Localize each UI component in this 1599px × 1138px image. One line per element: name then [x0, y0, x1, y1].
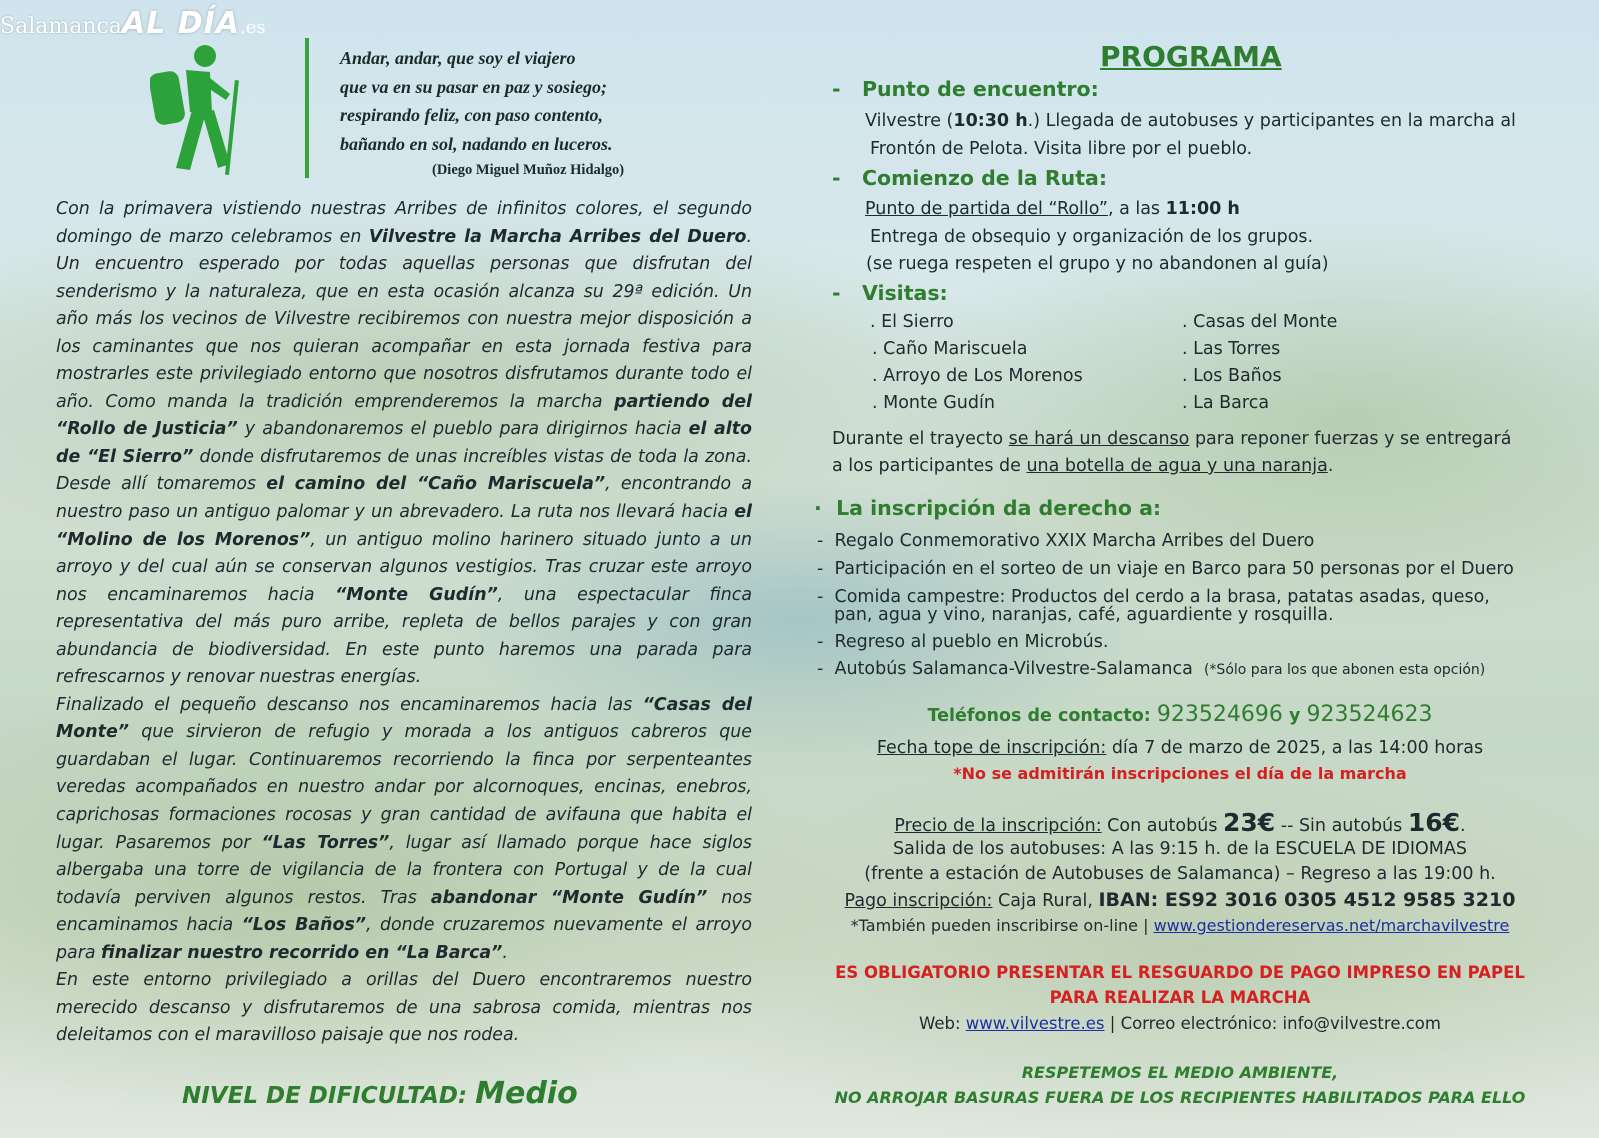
visita-item: . La Barca	[1182, 393, 1270, 413]
comienzo-line-2: Entrega de obsequio y organización de los grupos.	[870, 227, 1314, 247]
logo-aldia: AL DÍA	[121, 6, 240, 41]
visita-item: . Casas del Monte	[1182, 312, 1338, 332]
difficulty-level: NIVEL DE DIFICULTAD: Medio	[182, 1076, 578, 1111]
fecha-tope: Fecha tope de inscripción: día 7 de marzo de 2025, a las 14:00 horas	[876, 738, 1484, 758]
hiker-icon	[150, 42, 250, 177]
section-inscripcion: · La inscripción da derecho a:	[814, 496, 1162, 520]
programa-title: PROGRAMA	[1100, 40, 1282, 73]
comienzo-line-3: (se ruega respeten el grupo y no abandonen al guía)	[866, 254, 1329, 274]
trayecto-line-1: Durante el trayecto se hará un descanso para reponer fuerzas y se entregará	[832, 429, 1512, 449]
visita-item: . El Sierro	[870, 312, 954, 332]
salida-line-1: Salida de los autobuses: A las 9:15 h. de la ESCUELA DE IDIOMAS	[893, 839, 1467, 859]
route-description	[56, 196, 752, 1050]
inscripcion-item-cont: pan, agua y vino, naranjas, café, aguardiente y rosquilla.	[834, 605, 1334, 625]
visita-item: . Las Torres	[1182, 339, 1281, 359]
inscripcion-item: - Autobús Salamanca-Vilvestre-Salamanca (*Sólo para los que abonen esta opción)	[817, 659, 1486, 679]
inscripcion-item: - Participación en el sorteo de un viaje en Barco para 50 personas por el Duero	[817, 559, 1514, 579]
poem-line: Andar, andar, que soy el viajero	[340, 48, 576, 68]
respetemos-line-1: RESPETEMOS EL MEDIO AMBIENTE,	[1021, 1063, 1339, 1082]
encuentro-line-2: Frontón de Pelota. Visita libre por el pueblo.	[870, 139, 1253, 159]
visita-item: . Arroyo de Los Morenos	[872, 366, 1083, 386]
trayecto-line-2: a los participantes de una botella de agua y una naranja.	[832, 456, 1334, 476]
pago-inscripcion: Pago inscripción: Caja Rural, IBAN: ES92 3016 0305 4512 9585 3210	[844, 889, 1516, 911]
salida-line-2: (frente a estación de Autobuses de Salamanca) – Regreso a las 19:00 h.	[864, 864, 1496, 884]
online-line: *También pueden inscribirse on-line | www.gestiondereservas.net/marchavilvestre	[850, 916, 1510, 935]
poem-line: bañando en sol, nadando en luceros.	[340, 133, 613, 154]
inscripcion-item: - Regalo Conmemorativo XXIX Marcha Arribes del Duero	[817, 531, 1315, 551]
encuentro-line-1: Vilvestre (10:30 h.) Llegada de autobuses y participantes en la marcha al	[865, 111, 1516, 131]
obligatorio-line-2: PARA REALIZAR LA MARCHA	[1049, 988, 1311, 1007]
logo-salamanca: Salamanca	[0, 14, 122, 39]
poem-divider	[305, 38, 309, 178]
paragraph: En este entorno privilegiado a orillas del Duero encontraremos nuestro merecido descanso y disfrutaremos de una sabrosa comida, mientras nos deleitamos con el maravilloso paisaje que nos rodea.	[56, 970, 752, 1046]
inscripcion-item: - Regreso al pueblo en Microbús.	[817, 632, 1109, 652]
web-link[interactable]: www.vilvestre.es	[965, 1014, 1105, 1033]
no-admit-notice: *No se admitirán inscripciones el día de la marcha	[953, 764, 1407, 783]
visita-item: . Monte Gudín	[872, 393, 995, 413]
visita-item: . Los Baños	[1182, 366, 1282, 386]
inscripcion-item: - Comida campestre: Productos del cerdo a la brasa, patatas asadas, queso,	[817, 587, 1490, 607]
obligatorio-line-1: ES OBLIGATORIO PRESENTAR EL RESGUARDO DE PAGO IMPRESO EN PAPEL	[835, 963, 1525, 982]
web-correo: Web: www.vilvestre.es | Correo electrónico: info@vilvestre.com	[919, 1014, 1441, 1033]
logo-es: .es	[240, 17, 266, 38]
comienzo-line-1: Punto de partida del “Rollo”, a las 11:00 h	[865, 199, 1240, 219]
section-visitas: - Visitas:	[832, 281, 948, 305]
poem-author: (Diego Miguel Muñoz Hidalgo)	[432, 162, 625, 178]
site-logo	[0, 6, 266, 41]
poem	[340, 44, 613, 158]
poem-line: respirando feliz, con paso contento,	[340, 105, 604, 125]
poem-line: que va en su pasar en paz y sosiego;	[340, 76, 608, 97]
paragraph: Con la primavera vistiendo nuestras Arribes de infinitos colores, el segundo domingo de marzo celebramos en Vilvestre la Marcha Arribes del Duero. Un encuentro esperado por todas aquellas personas que disfrutan del senderismo y la naturaleza, que en esta ocasión alcanza su 29ª edición. Un año más los vecinos de Vilvestre recibiremos con nuestra mejor disposición a los caminantes que nos quieran acompañar en esta jornada festiva para mostrarles este privilegiado entorno que nosotros disfrutamos durante todo el año. Como manda la tradición emprenderemos la marcha partiendo del “Rollo de Justicia” y abandonaremos el pueblo para dirigirnos hacia el alto de “El Sierro” donde disfrutaremos de unas increíbles vistas de toda la zona. Desde allí tomaremos el camino del “Caño Mariscuela”, encontrando a nuestro paso un antiguo palomar y un abrevadero. La ruta nos llevará hacia el “Molino de los Morenos”, un antiguo molino harinero situado junto a un arroyo y del cual aún se conservan algunos vestigios. Tras cruzar este arroyo nos encaminaremos hacia “Monte Gudín”, una espectacular finca representativa del más puro arribe, repleta de bellos parajes y con gran abundancia de biodiversidad. En este punto haremos una parada para refrescarnos y renovar nuestras energías.	[56, 199, 752, 688]
precio: Precio de la inscripción: Con autobús 23€ -- Sin autobús 16€.	[894, 808, 1466, 837]
section-encuentro: - Punto de encuentro:	[832, 77, 1099, 101]
paragraph: Finalizado el pequeño descanso nos encaminaremos hacia las “Casas del Monte” que sirvieron de refugio y morada a los antiguos cabreros que guardaban el lugar. Continuaremos recorriendo la finca por serpenteantes veredas acompañados en nuestro andar por alcornoques, encinas, enebros, caprichosas formaciones rocosas y gran cantidad de avifauna que habita el lugar. Pasaremos por “Las Torres”, lugar así llamado porque hace siglos albergaba una torre de vigilancia de la frontera con Portugal y de la cual todavía perviven algunos restos. Tras abandonar “Monte Gudín” nos encaminamos hacia “Los Baños”, donde cruzaremos nuevamente el arroyo para finalizar nuestro recorrido en “La Barca”.	[56, 694, 753, 963]
visita-item: . Caño Mariscuela	[872, 339, 1028, 359]
reservas-link[interactable]: www.gestiondereservas.net/marchavilvestre	[1153, 916, 1510, 935]
respetemos-line-2: NO ARROJAR BASURAS FUERA DE LOS RECIPIENTES HABILITADOS PARA ELLO	[834, 1088, 1526, 1107]
telefonos: Teléfonos de contacto: 923524696 y 923524623	[927, 702, 1433, 727]
section-comienzo: - Comienzo de la Ruta:	[832, 166, 1108, 190]
